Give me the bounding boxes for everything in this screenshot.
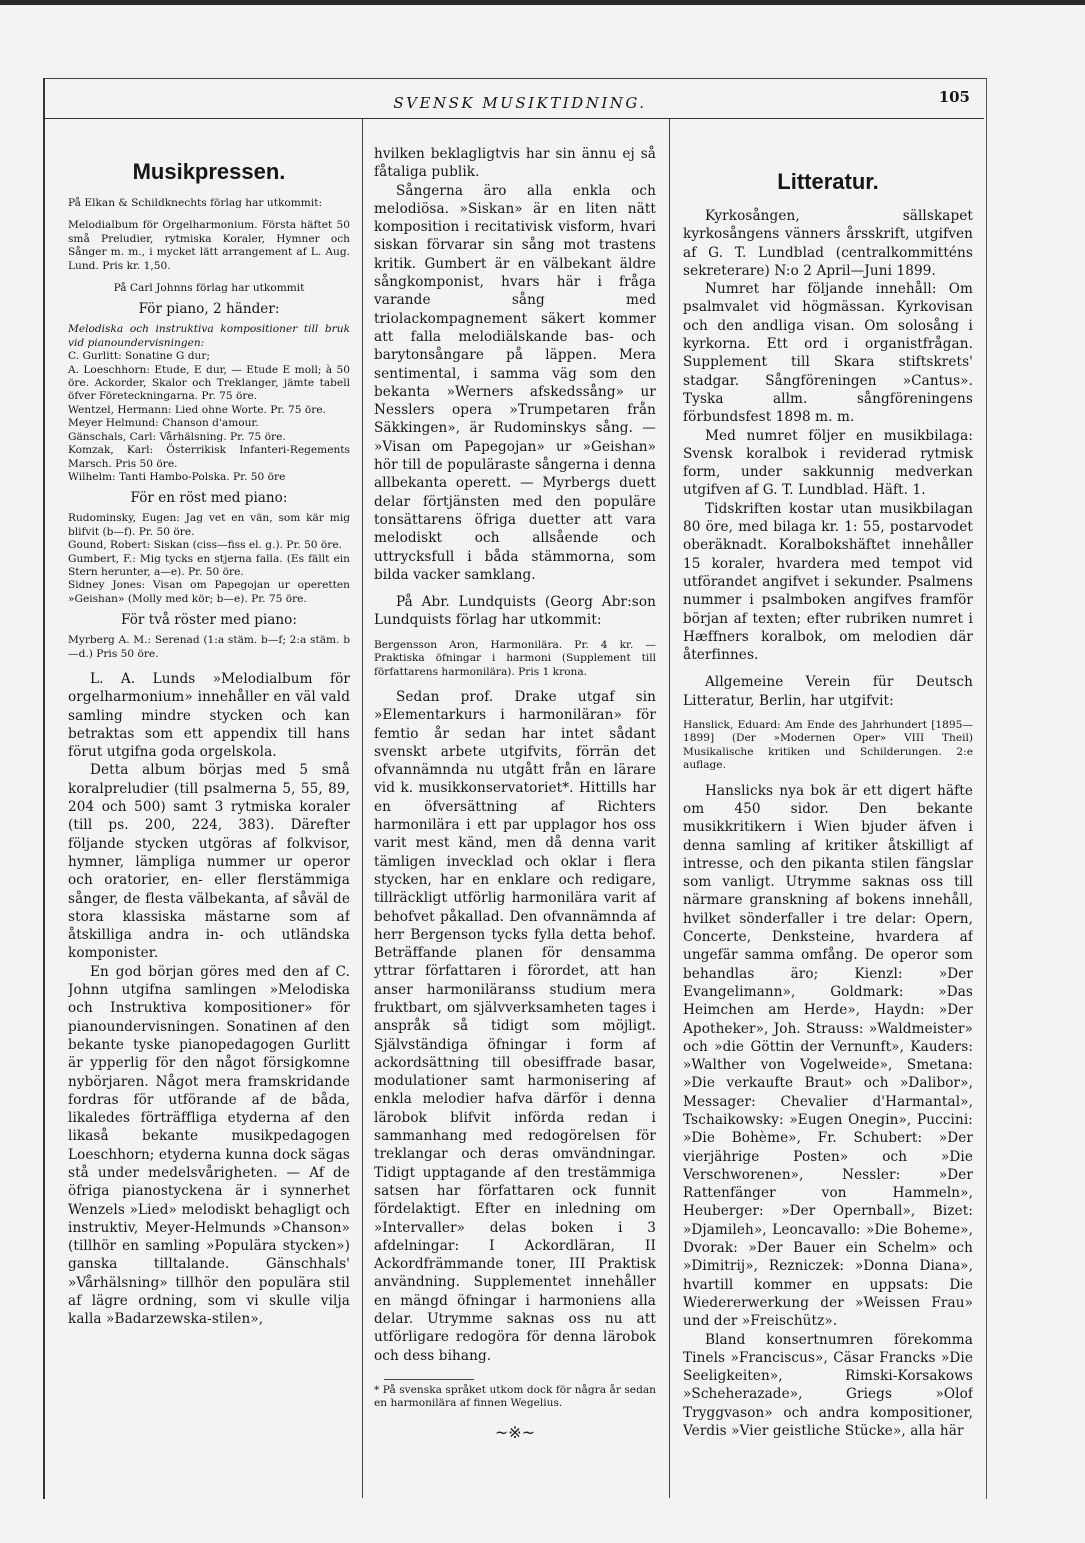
- paragraph-harmonilara: Sedan prof. Drake utgaf sin »Elementarkurs i harmoniläran» för femtio år sedan har intet sådant svenskt arbete utgifvits, förrän det ofvannämnda nu utgått från en lärare vid k. musikkonservatoriet*. Hittills har en öfversättning af Richters harmonilära i ett par upplagor hos oss varit mest känd, men då denna varit tämligen invecklad och oklar i flera stycken, har en enklare och redigare, tillräckligt utförlig harmonilära varit af behofvet påkallad. Den ofvannämnda af herr Bergenson tycks fylla detta behof. Beträffande planen för densamma yttrar författaren i förordet, att han anser harmoniläranss studium mera fruktbart, om självverksamheten tages i anspråk så tidigt som möjligt. Självständiga öfningar i form af ackordsättning till obesiffrade basar, modulationer samt harmonisering af enkla melodier hafva därför i denna lärobok blifvit införda redan i sammanhang med redogörelsen för treklangar och deras omvändningar. Tidigt upptagande af den trestämmiga satsen har författaren ock funnit fördelaktigt. Efter en inledning om »Intervaller» delas boken i 3 afdelningar: I Ackordläran, II Ackordfrämmande toner, III Praktisk användning. Supplementet innehåller en mängd öfningar i harmoniens alla delar. Utrymme saknas oss nu att utförligare redogöra för denna lärobok och dess bihang.: [374, 688, 656, 1364]
- entry-gurlitt: C. Gurlitt: Sonatine G dur;: [68, 350, 210, 363]
- page-number: 105: [938, 88, 970, 106]
- section-title-musikpressen: Musikpressen.: [132, 159, 286, 184]
- entry-gumbert: Gumbert, F.: Mig tycks en stjerna falla. (Es fällt ein Stern herunter, a—e). Pr. 50 öre.: [68, 552, 350, 578]
- notice-elkan: På Elkan & Schildknechts förlag har utkommit:: [68, 197, 323, 209]
- subheading-piano: För piano, 2 händer:: [138, 301, 280, 318]
- entry-bergensson: Bergensson Aron, Harmonilära. Pr. 4 kr. — Praktiska öfningar i harmoni (Supplement till författarens harmonilära). Pris 1 krona.: [374, 638, 656, 678]
- column-rule-1: [362, 119, 363, 1498]
- entry-hanslick: Hanslick, Eduard: Am Ende des Jahrhundert [1895—1899] (Der »Modernen Oper» VIII Theil) Musikalische kritiken und Schilderungen. 2:e auflage.: [683, 719, 973, 772]
- paragraph-johnn: En god början göres med den af C. Johnn utgifna samlingen »Melodiska och Instruktiva kompositioner» för pianoundervisningen. Sonatinen af den bekante tyske pianopedagogen Gurlitt är ypperlig för den något försigkomne nybörjaren. Något mera framskridande fordras för utförande af de båda, likaledes förträffliga etyderna af den likaså bekante musikpedagogen Loeschhorn; etyderna kunna dock sägas stå under medelsvårigheten. — Af de öfriga pianostyckena är i synnerhet Wenzels »Lied» melodiskt behagligt och instruktiv, Meyer-Helmunds »Chanson» (tillhör en samling »Populära stycken») ganska tilltalande. Gänschhals' »Vårhälsning» tillhör den populära stil af lägre ordning, som vi skulle vilja kalla »Badarzewska-stilen»,: [68, 963, 350, 1328]
- entry-meyer-helmund: Meyer Helmund: Chanson d'amour.: [68, 417, 259, 430]
- footnote-rule: [384, 1379, 474, 1380]
- entry-gound: Gound, Robert: Siskan (ciss—fiss el. g.). Pr. 50 öre.: [68, 539, 342, 552]
- paragraph-publik: hvilken beklagligtvis har sin ännu ej så fåtaliga publik.: [374, 146, 656, 181]
- entry-myrberg: Myrberg A. M.: Serenad (1:a stäm. b—f; 2:a stäm. b—d.) Pris 50 öre.: [68, 634, 350, 660]
- paragraph-konsertnumren: Bland konsertnumren förekomma Tinels »Franciscus», Cäsar Francks »Die Seeligkeiten», Rimski-Korsakows »Scheherazade», Griegs »Olof Tryggvason» och andra kompositioner, Verdis »Vier geistliche Stücke», alla här: [683, 1331, 973, 1440]
- entry-komzak: Komzak, Karl: Österrikisk Infanteri-Regements Marsch. Pris 50 öre.: [68, 444, 350, 470]
- subheading-voice: För en röst med piano:: [130, 490, 288, 507]
- entry-wentzel: Wentzel, Hermann: Lied ohne Worte. Pr. 75 öre.: [68, 403, 326, 416]
- entry-ganschals: Gänschals, Carl: Vårhälsning. Pr. 75 öre.: [68, 430, 286, 443]
- entry-wilhelm: Wilhelm: Tanti Hambo-Polska. Pr. 50 öre: [68, 470, 286, 483]
- paragraph-hanslick-review: Hanslicks nya bok är ett digert häfte om 450 sidor. Den bekante musikkritikern i Wien bjuder äfven i denna samling af kritiker åtskilligt af intresse, och den pikanta stilen fängslar som vanligt. Utrymme saknas oss till närmare granskning af bokens innehåll, hvilket sönderfaller i tre delar: Opern, Concerte, Denksteine, hvardera af ungefär samma omfång. De operor som behandlas äro; Kienzl: »Der Evangelimann», Goldmark: »Das Heimchen am Herde», Haydn: »Der Apotheker», Joh. Strauss: »Waldmeister» och »die Göttin der Vernunft», Kauders: »Walther von Vogelweide», Smetana: »Die verkaufte Braut» och »Dalibor», Messager: Chevalier d'Harmantal», Tschaikowsky: »Eugen Onegin», Puccini: »Die Bohème», Fr. Schubert: »Der vierjährige Posten» och »Die Verschworenen», Nessler: »Der Rattenfänger von Hammeln», Heuberger: »Der Opernball», Bizet: »Djamileh», Leoncavallo: »Die Boheme», Dvorak: »Der Bauer ein Schelm» och »Dimitrij», Rezniczek: »Donna Diana», hvartill kommer en uppsats: Die Wiedererwerkung der »Weissen Frau» und der »Freischütz».: [683, 782, 973, 1330]
- paragraph-innehall: Numret har följande innehåll: Om psalmvalet vid högmässan. Kyrkovisan och den andliga visan. Om solosång i kyrkorna. Ett ord i organistfrågan. Supplement till Skara stiftskrets' stadgar. Sångföreningen »Cantus». Tyska allm. sångföreningens förbundsfest 1898 m. m.: [683, 281, 973, 426]
- header-rule: [43, 118, 984, 119]
- paragraph-musikbilaga: Med numret följer en musikbilaga: Svensk koralbok i reviderad rytmisk form, under sakkunnig medverkan utgifven af G. T. Lundblad. Häft. 1.: [683, 427, 973, 499]
- paragraph-album: Detta album börjas med 5 små koralpreludier (till psalmerna 5, 55, 89, 204 och 500) samt 3 rytmiska koraler (till ps. 200, 224, 383). Därefter följande stycken utgöras af folkvisor, hymner, lämpliga nummer ur operor och oratorier, en- eller flerstämmiga sånger, de flesta välbekanta, af såväl de stora klassiska mästarne som af åtskilliga andra in- och utländska komponister.: [68, 762, 350, 962]
- ornament-divider: ~※~: [494, 1422, 536, 1442]
- running-title: SVENSK MUSIKTIDNING.: [393, 94, 647, 112]
- paragraph-sangerna: Sångerna äro alla enkla och melodiösa. »Siskan» är en liten nätt komposition i recitativisk visform, hvari siskan förvarar sin sång mot trastens kritik. Gumbert är en välbekant äldre sångkomponist, hvars här i fråga varande sång med triolackompagnement säkert kommer att falla melodiälskande bas- och barytonsångare på läppen. Mera sentimental, i samma väg som den bekanta »Werners afskedssång» ur Nesslers opera »Trumpetaren från Säkkingen», är Rudominskys sång. — »Visan om Papegojan» ur »Geishan» hör till de populäraste sångerna i denna allbekanta operett. — Myrbergs duett delar förtjänsten med den populäre tonsättarens öfriga duetter att vara melodiskt och allsående och uttrycksfull i båda stämmorna, som bilda vacker samklang.: [374, 182, 656, 583]
- top-edge-rule: [0, 0, 1085, 5]
- section-title-litteratur: Litteratur.: [777, 169, 879, 194]
- notice-allgemeine-verein: Allgemeine Verein für Deutsch Litteratur, Berlin, har utgifvit:: [683, 674, 973, 709]
- entry-melodiska: Melodiska och instruktiva kompositioner till bruk vid pianoundervisningen:: [68, 323, 350, 349]
- notice-lundquist: På Abr. Lundquists (Georg Abr:son Lundquists förlag har utkommit:: [374, 594, 656, 629]
- entry-kyrkosangen: Kyrkosången, sällskapet kyrkosångens vänners årsskrift, utgifven af G. T. Lundblad (centralkommitténs sekreterare) N:o 2 April—Juni 1899.: [683, 208, 973, 279]
- paragraph-lund: L. A. Lunds »Melodialbum för orgelharmonium» innehåller en väl vald samling mindre stycken och kan betraktas som ett appendix till hans förut utgifna goda orgelskola.: [68, 670, 350, 761]
- column-musikpressen: [68, 145, 350, 1445]
- notice-johnn: På Carl Johnns förlag har utkommit: [113, 282, 305, 295]
- footnote: * På svenska språket utkom dock för några år sedan en harmonilära af finnen Wegelius.: [374, 1383, 656, 1410]
- entry-rudominsky: Rudominsky, Eugen: Jag vet en vän, som kär mig blifvit (b—f). Pr. 50 öre.: [68, 512, 350, 538]
- column-litteratur: [683, 145, 973, 1445]
- column-rule-2: [669, 119, 670, 1498]
- entry-melodialbum: Melodialbum för Orgelharmonium. Första häftet 50 små Preludier, rytmiska Koraler, Hymner och Sånger m. m., i mycket lätt arrangement af L. Aug. Lund. Pris kr. 1,50.: [68, 219, 350, 272]
- entry-loeschhorn: A. Loeschhorn: Etude, E dur, — Etude E moll; à 50 öre. Ackorder, Skalor och Treklanger, jämte tabell öfver Företeckningarna. Pr. 75 öre.: [68, 363, 350, 403]
- paragraph-tidskriften: Tidskriften kostar utan musikbilagan 80 öre, med bilaga kr. 1: 55, postarvodet oberäknadt. Koralbokshäftet innehåller 15 koraler, hvardera med tempot vid utförandet angifvet i sekunder. Psalmens nummer i psalmboken angifves framför början af texten; efter rubriken numret i Hæffners koralbok, om melodien där återfinnes.: [683, 500, 973, 664]
- subheading-two-voices: För två röster med piano:: [121, 612, 297, 629]
- entry-sidney-jones: Sidney Jones: Visan om Papegojan ur operetten »Geishan» (Molly med kör; b—e). Pr. 75 öre.: [68, 579, 350, 605]
- column-middle: [374, 145, 656, 1445]
